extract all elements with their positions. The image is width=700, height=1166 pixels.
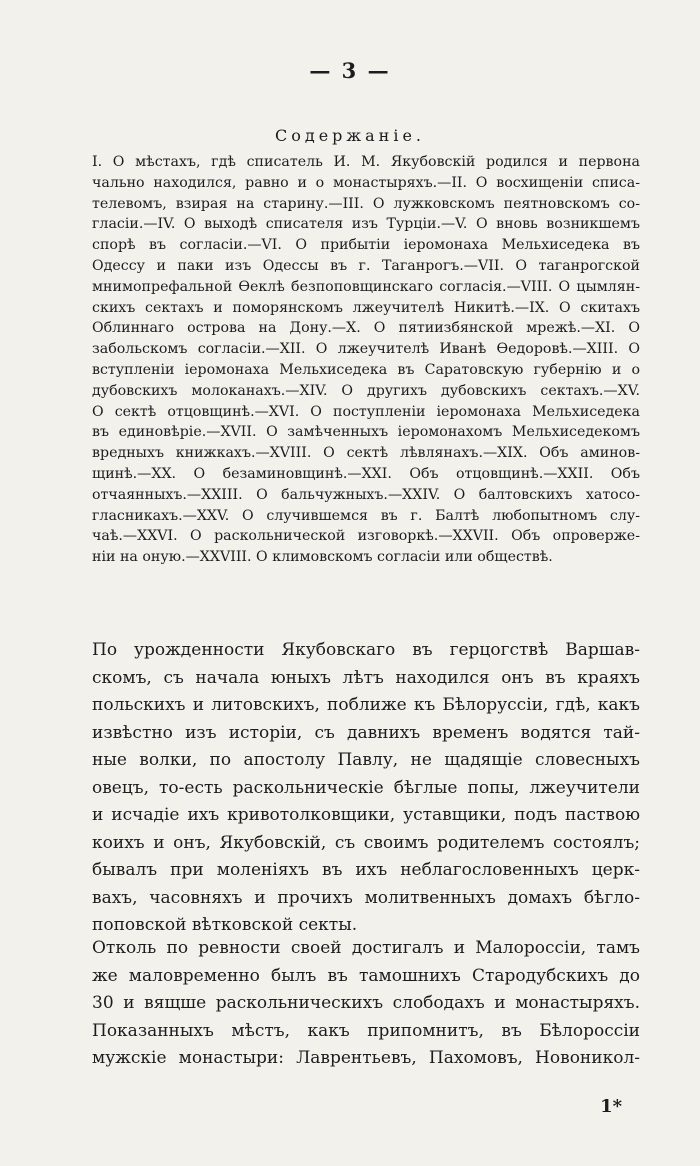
paragraph-line: Показанныхъ мѣстъ, какъ припомнитъ, въ Бѣлороссіи (92, 1020, 640, 1041)
paragraph-line: мужскіе монастыри: Лаврентьевъ, Пахомовъ, Новоникол- (92, 1048, 640, 1068)
toc-line: Одессу и паки изъ Одессы въ г. Таганрогъ.—VII. О таганрогской (92, 257, 640, 274)
toc-line: въ единовѣріе.—XVII. О замѣченныхъ іеромонахомъ Мельхиседекомъ (92, 424, 640, 441)
toc-line: скихъ сектахъ и поморянскомъ лжеучителѣ Никитѣ.—IX. О скитахъ (92, 299, 640, 316)
page-number: — 3 — (309, 58, 391, 83)
toc-line: I. О мѣстахъ, гдѣ списатель И. М. Якубовскій родился и первона (92, 154, 640, 170)
toc-line: щинѣ.—XX. О безаминовщинѣ.—XXI. Объ отцовщинѣ.—XXII. Объ (92, 465, 640, 482)
paragraph-line: бывалъ при моленіяхъ въ ихъ неблагословенныхъ церк- (92, 860, 640, 880)
paragraph-line: и исчадіе ихъ кривотолковщики, уставщики, подъ паствою (92, 805, 640, 825)
paragraph-line: овецъ, то-есть раскольническіе бѣглые попы, лжеучители (92, 777, 640, 798)
toc-line: О сектѣ отцовщинѣ.—XVI. О поступленіи іеромонаха Мельхиседека (92, 403, 640, 420)
toc-line: вступленіи іеромонаха Мельхиседека въ Саратовскую губернію и о (92, 361, 640, 378)
toc-heading: Содержаніе. (274, 126, 426, 145)
paragraph-line: 30 и вящше раскольническихъ слободахъ и монастыряхъ. (92, 993, 640, 1013)
toc-line: дубовскихъ молоканахъ.—XIV. О другихъ дубовскихъ сектахъ.—XV. (92, 382, 640, 399)
paragraph-line: извѣстно изъ исторіи, съ давнихъ временъ водятся тай- (92, 722, 640, 743)
paragraph-line: ные волки, по апостолу Павлу, не щадящіе словесныхъ (92, 750, 640, 770)
toc-line: вредныхъ книжкахъ.—XVIII. О сектѣ лѣвлянахъ.—XIX. Объ аминов- (92, 445, 640, 462)
toc-line: Облиннаго острова на Дону.—X. О пятиизбянской мрежѣ.—XI. О (92, 320, 640, 337)
toc-line: гласникахъ.—XXV. О случившемся въ г. Балтѣ любопытномъ слу- (92, 507, 640, 524)
toc-line: спорѣ въ согласіи.—VI. О прибытіи іеромонаха Мельхиседека въ (92, 237, 640, 254)
paragraph-line: коихъ и онъ, Якубовскій, съ своимъ родителемъ состоялъ; (92, 832, 640, 853)
paragraph-line: же маловременно былъ въ тамошнихъ Стародубскихъ до (92, 965, 640, 986)
toc-line: гласіи.—IV. О выходѣ списателя изъ Турціи.—V. О вновь возникшемъ (92, 216, 640, 233)
toc-line: отчаянныхъ.—XXIII. О бальчужныхъ.—XXIV. О балтовскихъ хатосо- (92, 486, 640, 503)
toc-line: чально находился, равно и о монастыряхъ.—II. О восхищеніи списа- (92, 174, 640, 191)
toc-line: ніи на оную.—XXVIII. О климовскомъ согласіи или обществѣ. (92, 549, 553, 566)
toc-line: чаѣ.—XXVI. О раскольнической изговоркѣ.—XXVII. Объ опроверже- (92, 528, 640, 545)
paragraph-line: польскихъ и литовскихъ, поближе къ Бѣлоруссіи, гдѣ, какъ (92, 695, 640, 715)
paragraph-line: Отколь по ревности своей достигалъ и Малороссіи, тамъ (92, 938, 640, 958)
paragraph-1 (92, 637, 640, 940)
signature-mark: 1* (600, 1096, 622, 1117)
table-of-contents (92, 152, 640, 568)
paragraph-2 (92, 935, 640, 1073)
toc-line: мнимопрефальной Ѳеклѣ безпоповщинскаго согласія.—VIII. О цымлян- (92, 278, 640, 295)
paragraph-line: скомъ, съ начала юныхъ лѣтъ находился онъ въ краяхъ (92, 667, 640, 688)
toc-line: телевомъ, взирая на старину.—III. О лужковскомъ пеятновскомъ со- (92, 195, 640, 212)
paragraph-line: По урожденности Якубовскаго въ герцогствѣ Варшав- (92, 640, 640, 660)
toc-line: забольскомъ согласіи.—XII. О лжеучителѣ Иванѣ Ѳедоровѣ.—XIII. О (92, 341, 640, 358)
paragraph-line: поповской вѣтковской секты. (92, 915, 358, 935)
paragraph-line: вахъ, часовняхъ и прочихъ молитвенныхъ домахъ бѣгло- (92, 887, 640, 908)
